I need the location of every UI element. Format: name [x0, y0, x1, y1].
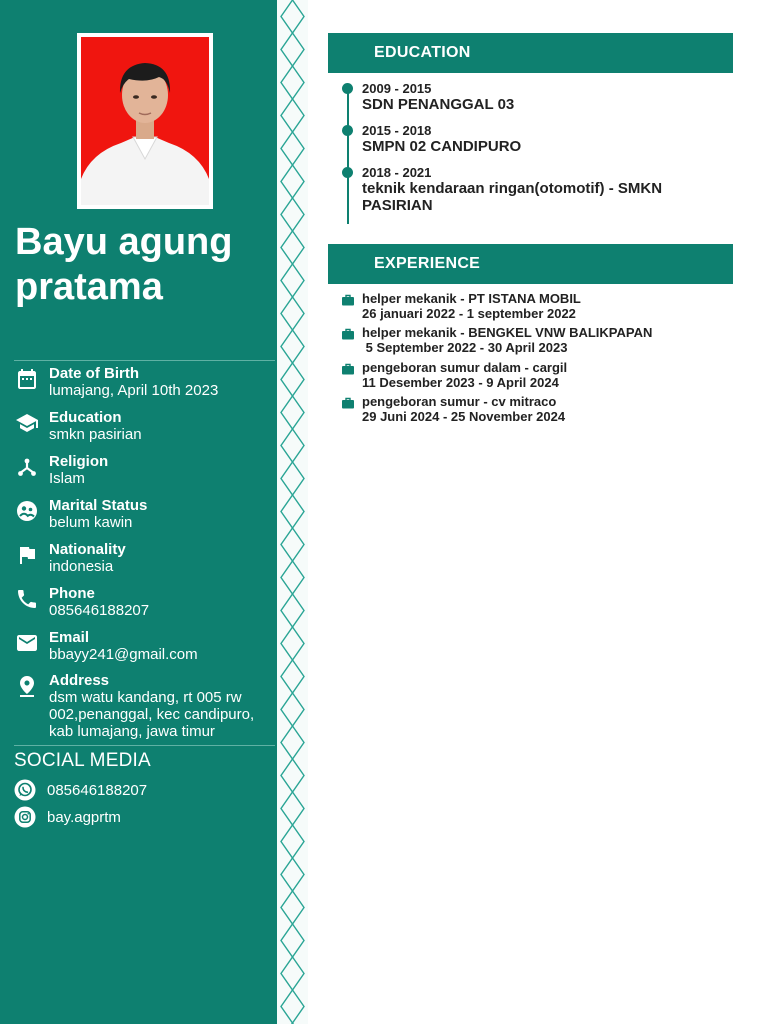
diamond-shape	[281, 759, 304, 792]
diamond-shape	[281, 462, 304, 495]
profile-photo-frame	[77, 33, 213, 209]
experience-title: EXPERIENCE	[374, 255, 481, 272]
diamond-shape	[281, 198, 304, 231]
timeline-dot	[342, 167, 353, 178]
phone-icon	[15, 587, 39, 611]
experience-item	[342, 326, 722, 356]
info-nationality	[15, 541, 273, 577]
experience-dates: 11 Desember 2023 - 9 April 2024	[362, 375, 559, 390]
diamond-shape	[281, 594, 304, 627]
info-value: lumajang, April 10th 2023	[49, 382, 219, 399]
diamond-shape	[281, 858, 304, 891]
marital-status-icon	[15, 499, 39, 523]
experience-dates: 29 Juni 2024 - 25 November 2024	[362, 409, 566, 424]
diamond-shape	[281, 165, 304, 198]
portrait-illustration	[81, 37, 209, 205]
diamond-shape	[281, 924, 304, 957]
diamond-shape	[281, 990, 304, 1023]
flag-icon	[15, 543, 39, 567]
info-value: dsm watu kandang, rt 005 rw 002,penanggal, kec candipuro, kab lumajang, jawa timur	[49, 689, 255, 740]
diamond-shape	[281, 132, 304, 165]
education-title: EDUCATION	[374, 44, 471, 61]
diamond-shape	[281, 33, 304, 66]
info-value: smkn pasirian	[49, 426, 142, 443]
education-school: SMPN 02 CANDIPURO	[362, 138, 522, 155]
briefcase-icon	[342, 396, 354, 408]
experience-dates: 26 januari 2022 - 1 september 2022	[362, 306, 576, 321]
experience-dates: 5 September 2022 - 30 April 2023	[362, 340, 568, 355]
info-label: Marital Status	[49, 497, 148, 514]
whatsapp-icon	[14, 779, 36, 801]
info-marital-status	[15, 497, 273, 533]
sidebar-divider	[14, 745, 275, 746]
diamond-shape	[281, 957, 304, 990]
briefcase-icon	[342, 327, 354, 339]
briefcase-icon	[342, 362, 354, 374]
info-value: Islam	[49, 470, 85, 487]
experience-item	[342, 292, 722, 322]
briefcase-icon	[342, 293, 354, 305]
diamond-shape	[281, 66, 304, 99]
social-media-title: SOCIAL MEDIA	[14, 750, 151, 771]
instagram-icon	[14, 806, 36, 828]
info-label: Email	[49, 629, 90, 646]
education-item	[342, 125, 722, 155]
diamond-shape	[281, 825, 304, 858]
experience-title-text: pengeboran sumur dalam - cargil	[362, 360, 568, 375]
experience-title-text: pengeboran sumur - cv mitraco	[362, 394, 557, 409]
location-pin-icon	[15, 674, 39, 698]
diamond-shape	[281, 429, 304, 462]
diamond-shape	[281, 330, 304, 363]
sidebar	[0, 0, 277, 1024]
info-address	[15, 672, 273, 742]
timeline-dot	[342, 125, 353, 136]
info-education	[15, 409, 273, 445]
diamond-shape	[281, 660, 304, 693]
social-text: 085646188207	[47, 782, 148, 799]
diamond-shape	[281, 495, 304, 528]
profile-photo	[81, 37, 209, 205]
diamond-shape	[281, 264, 304, 297]
education-item	[342, 83, 722, 113]
experience-title-text: helper mekanik - PT ISTANA MOBIL	[362, 291, 581, 306]
info-date-of-birth	[15, 365, 273, 401]
education-years: 2015 - 2018	[362, 123, 432, 138]
experience-item	[342, 361, 722, 391]
full-name: Bayu agung pratama	[15, 221, 233, 308]
education-school: SDN PENANGGAL 03	[362, 96, 515, 113]
diamond-shape	[281, 363, 304, 396]
calendar-icon	[15, 367, 39, 391]
diamond-shape	[281, 99, 304, 132]
info-value: indonesia	[49, 558, 114, 575]
diamond-shape	[281, 231, 304, 264]
sidebar-divider	[14, 360, 275, 361]
education-header	[328, 33, 733, 73]
education-item	[342, 167, 722, 215]
email-icon	[15, 631, 39, 655]
social-text: bay.agprtm	[47, 809, 121, 826]
education-school: teknik kendaraan ringan(otomotif) - SMKN PASIRIAN	[362, 180, 663, 214]
social-instagram[interactable]	[14, 806, 264, 828]
info-value: bbayy241@gmail.com	[49, 646, 198, 663]
diamond-shape	[281, 396, 304, 429]
diamond-shape	[281, 891, 304, 924]
info-religion	[15, 453, 273, 489]
info-label: Phone	[49, 585, 95, 602]
diamond-shape	[281, 528, 304, 561]
diamond-pattern	[277, 0, 308, 1024]
religion-icon	[15, 455, 39, 479]
graduation-cap-icon	[15, 411, 39, 435]
info-email	[15, 629, 273, 665]
social-whatsapp[interactable]	[14, 779, 264, 801]
diamond-shape	[281, 693, 304, 726]
diamond-shape	[281, 627, 304, 660]
info-label: Religion	[49, 453, 109, 470]
info-label: Date of Birth	[49, 365, 139, 382]
education-years: 2018 - 2021	[362, 165, 432, 180]
decorative-diamond-strip	[277, 0, 308, 1024]
info-phone	[15, 585, 273, 621]
diamond-shape	[281, 0, 304, 33]
experience-item	[342, 395, 722, 425]
diamond-shape	[281, 297, 304, 330]
info-label: Education	[49, 409, 122, 426]
diamond-shape	[281, 561, 304, 594]
info-value: belum kawin	[49, 514, 133, 531]
info-value: 085646188207	[49, 602, 150, 619]
diamond-shape	[281, 726, 304, 759]
info-label: Address	[49, 672, 110, 689]
experience-header	[328, 244, 733, 284]
experience-title-text: helper mekanik - BENGKEL VNW BALIKPAPAN	[362, 325, 653, 340]
education-years: 2009 - 2015	[362, 81, 432, 96]
timeline-dot	[342, 83, 353, 94]
info-label: Nationality	[49, 541, 126, 558]
diamond-shape	[281, 792, 304, 825]
